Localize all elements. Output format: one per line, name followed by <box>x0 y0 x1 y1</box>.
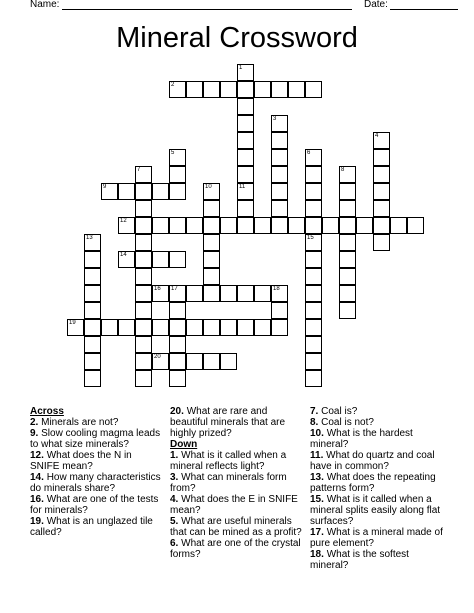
clue-number: 17 <box>171 286 178 292</box>
grid-cell[interactable] <box>237 166 254 183</box>
grid-cell[interactable] <box>339 302 356 319</box>
grid-cell[interactable] <box>84 234 101 251</box>
grid-cell[interactable] <box>339 183 356 200</box>
clue-item <box>310 406 450 417</box>
grid-cell[interactable] <box>339 166 356 183</box>
grid-cell[interactable] <box>84 302 101 319</box>
grid-cell[interactable] <box>220 353 237 370</box>
grid-cell[interactable] <box>84 370 101 387</box>
down-list <box>170 450 302 560</box>
grid-cell[interactable] <box>254 217 271 234</box>
grid-cell[interactable] <box>305 251 322 268</box>
clue-number: 19 <box>69 320 76 326</box>
clue-number: 1. <box>170 450 182 461</box>
clue-item <box>310 472 450 494</box>
grid-cell[interactable] <box>305 268 322 285</box>
grid-cell[interactable] <box>84 268 101 285</box>
clue-text: What are useful minerals that can be mined as a profit? <box>170 516 302 538</box>
grid-cell[interactable] <box>135 234 152 251</box>
clue-number: 18 <box>273 286 280 292</box>
grid-cell[interactable] <box>169 149 186 166</box>
grid-cell[interactable] <box>169 302 186 319</box>
down-column <box>310 406 450 571</box>
clue-number: 6. <box>170 538 182 549</box>
grid-cell[interactable] <box>271 81 288 98</box>
grid-cell[interactable] <box>169 81 186 98</box>
clue-number: 11 <box>239 184 246 190</box>
clue-number: 8. <box>310 417 322 428</box>
clue-number: 12 <box>120 218 127 224</box>
clue-number: 15. <box>310 494 327 505</box>
clue-number: 13. <box>310 472 327 483</box>
clue-text: What is it called when a mineral splits easily along flat surfaces? <box>310 494 441 527</box>
grid-cell[interactable] <box>169 251 186 268</box>
grid-cell[interactable] <box>135 217 152 234</box>
clue-number: 9. <box>30 428 42 439</box>
down-list-continued <box>310 406 450 571</box>
clue-text: What is an unglazed tile called? <box>30 516 153 538</box>
grid-cell[interactable] <box>135 251 152 268</box>
grid-cell[interactable] <box>186 353 203 370</box>
grid-cell[interactable] <box>237 149 254 166</box>
clue-number: 12. <box>30 450 47 461</box>
grid-cell[interactable] <box>135 166 152 183</box>
grid-cell[interactable] <box>203 251 220 268</box>
grid-cell[interactable] <box>203 319 220 336</box>
grid-cell[interactable] <box>135 319 152 336</box>
grid-cell[interactable] <box>271 319 288 336</box>
grid-cell[interactable] <box>305 166 322 183</box>
grid-cell[interactable] <box>237 132 254 149</box>
grid-cell[interactable] <box>237 81 254 98</box>
grid-cell[interactable] <box>152 319 169 336</box>
grid-cell[interactable] <box>135 200 152 217</box>
clue-number: 9 <box>103 184 107 190</box>
clue-item <box>30 472 162 494</box>
clue-text: What are one of the crystal forms? <box>170 538 301 560</box>
down-heading: Down <box>170 439 198 450</box>
grid-cell[interactable] <box>203 200 220 217</box>
clue-number: 5. <box>170 516 182 527</box>
grid-cell[interactable] <box>220 81 237 98</box>
clue-item <box>170 494 302 516</box>
grid-cell[interactable] <box>373 183 390 200</box>
grid-cell[interactable] <box>271 166 288 183</box>
grid-cell[interactable] <box>373 149 390 166</box>
clue-item <box>310 450 450 472</box>
clue-item <box>310 549 450 571</box>
clue-text: What do quartz and coal have in common? <box>310 450 435 472</box>
clue-number: 20 <box>154 354 161 360</box>
grid-cell[interactable] <box>152 353 169 370</box>
across-down-column <box>170 406 302 560</box>
grid-cell[interactable] <box>271 285 288 302</box>
grid-cell[interactable] <box>84 319 101 336</box>
clue-number: 18. <box>310 549 327 560</box>
grid-cell[interactable] <box>322 217 339 234</box>
grid-cell[interactable] <box>305 336 322 353</box>
grid-cell[interactable] <box>339 285 356 302</box>
clue-text: What are rare and beautiful minerals that are highly prized? <box>170 406 286 439</box>
grid-cell[interactable] <box>339 200 356 217</box>
grid-cell[interactable] <box>84 285 101 302</box>
grid-cell[interactable] <box>203 353 220 370</box>
grid-cell[interactable] <box>305 149 322 166</box>
grid-cell[interactable] <box>203 268 220 285</box>
grid-cell[interactable] <box>118 319 135 336</box>
grid-cell[interactable] <box>237 285 254 302</box>
grid-cell[interactable] <box>271 217 288 234</box>
grid-cell[interactable] <box>169 353 186 370</box>
grid-cell[interactable] <box>118 183 135 200</box>
grid-cell[interactable] <box>169 285 186 302</box>
clue-item <box>310 494 450 527</box>
clue-text: What does the repeating patterns form? <box>310 472 436 494</box>
clue-text: What is it called when a mineral reflects light? <box>170 450 287 472</box>
grid-cell[interactable] <box>305 200 322 217</box>
clue-item <box>170 472 302 494</box>
grid-cell[interactable] <box>271 183 288 200</box>
grid-cell[interactable] <box>305 353 322 370</box>
grid-cell[interactable] <box>135 353 152 370</box>
grid-cell[interactable] <box>101 183 118 200</box>
grid-cell[interactable] <box>152 251 169 268</box>
grid-cell[interactable] <box>373 234 390 251</box>
clue-text: What can minerals form from? <box>170 472 287 494</box>
grid-cell[interactable] <box>373 132 390 149</box>
clue-item <box>310 527 450 549</box>
grid-cell[interactable] <box>152 285 169 302</box>
grid-cell[interactable] <box>203 217 220 234</box>
grid-cell[interactable] <box>135 336 152 353</box>
clue-text: What is the hardest mineral? <box>310 428 413 450</box>
grid-cell[interactable] <box>305 81 322 98</box>
grid-cell[interactable] <box>169 336 186 353</box>
across-heading: Across <box>30 406 64 417</box>
grid-cell[interactable] <box>203 183 220 200</box>
grid-cell[interactable] <box>135 285 152 302</box>
clue-number: 10 <box>205 184 212 190</box>
grid-cell[interactable] <box>288 217 305 234</box>
clue-number: 10. <box>310 428 327 439</box>
grid-cell[interactable] <box>186 81 203 98</box>
grid-cell[interactable] <box>271 115 288 132</box>
clue-text: What does the E in SNIFE mean? <box>170 494 298 516</box>
clue-text: What does the N in SNIFE mean? <box>30 450 132 472</box>
grid-cell[interactable] <box>203 81 220 98</box>
clue-number: 16. <box>30 494 47 505</box>
clue-item <box>30 494 162 516</box>
grid-cell[interactable] <box>152 217 169 234</box>
clue-text: Coal is? <box>321 406 358 417</box>
grid-cell[interactable] <box>271 200 288 217</box>
grid-cell[interactable] <box>169 166 186 183</box>
grid-cell[interactable] <box>169 370 186 387</box>
clue-text: Coal is not? <box>321 417 374 428</box>
grid-cell[interactable] <box>339 251 356 268</box>
clue-text: What is a mineral made of pure element? <box>310 527 443 549</box>
clue-text: What is the softest mineral? <box>310 549 409 571</box>
clue-item <box>170 450 302 472</box>
clue-number: 7. <box>310 406 322 417</box>
clue-number: 8 <box>341 167 345 173</box>
grid-cell[interactable] <box>237 319 254 336</box>
grid-cell[interactable] <box>305 319 322 336</box>
clue-item <box>30 516 162 538</box>
clue-text: Minerals are not? <box>41 417 119 428</box>
grid-cell[interactable] <box>186 217 203 234</box>
grid-cell[interactable] <box>135 302 152 319</box>
grid-cell[interactable] <box>407 217 424 234</box>
grid-cell[interactable] <box>237 98 254 115</box>
clue-item <box>170 516 302 538</box>
grid-cell[interactable] <box>169 319 186 336</box>
grid-cell[interactable] <box>135 268 152 285</box>
clue-number: 4. <box>170 494 182 505</box>
grid-cell[interactable] <box>254 285 271 302</box>
grid-cell[interactable] <box>339 268 356 285</box>
clue-number: 20. <box>170 406 187 417</box>
grid-cell[interactable] <box>237 217 254 234</box>
clue-number: 3. <box>170 472 182 483</box>
grid-cell[interactable] <box>339 234 356 251</box>
clue-number: 11. <box>310 450 327 461</box>
clue-number: 14 <box>120 252 127 258</box>
clue-number: 3 <box>273 116 277 122</box>
clue-item <box>310 417 450 428</box>
grid-cell[interactable] <box>305 183 322 200</box>
clue-number: 2 <box>171 82 175 88</box>
clue-number: 7 <box>137 167 141 173</box>
grid-cell[interactable] <box>271 302 288 319</box>
clue-number: 14. <box>30 472 47 483</box>
grid-cell[interactable] <box>254 81 271 98</box>
name-label: Name: <box>30 0 60 10</box>
grid-cell[interactable] <box>67 319 84 336</box>
grid-cell[interactable] <box>203 234 220 251</box>
grid-cell[interactable] <box>101 319 118 336</box>
grid-cell[interactable] <box>220 285 237 302</box>
clue-item <box>30 428 162 450</box>
clue-text: How many characteristics do minerals share? <box>30 472 161 494</box>
grid-cell[interactable] <box>373 166 390 183</box>
grid-cell[interactable] <box>254 319 271 336</box>
grid-cell[interactable] <box>305 370 322 387</box>
grid-cell[interactable] <box>237 200 254 217</box>
grid-cell[interactable] <box>186 319 203 336</box>
clue-item <box>30 450 162 472</box>
grid-cell[interactable] <box>305 234 322 251</box>
grid-cell[interactable] <box>305 285 322 302</box>
grid-cell[interactable] <box>220 319 237 336</box>
grid-cell[interactable] <box>118 251 135 268</box>
grid-cell[interactable] <box>169 217 186 234</box>
clue-number: 4 <box>375 133 379 139</box>
across-list-continued <box>170 406 302 439</box>
clue-item <box>170 538 302 560</box>
clue-number: 16 <box>154 286 161 292</box>
grid-cell[interactable] <box>237 115 254 132</box>
grid-cell[interactable] <box>152 183 169 200</box>
grid-cell[interactable] <box>356 217 373 234</box>
grid-cell[interactable] <box>220 217 237 234</box>
clue-number: 19. <box>30 516 47 527</box>
clue-number: 13 <box>86 235 93 241</box>
grid-cell[interactable] <box>288 81 305 98</box>
grid-cell[interactable] <box>271 132 288 149</box>
grid-cell[interactable] <box>84 336 101 353</box>
grid-cell[interactable] <box>237 183 254 200</box>
grid-cell[interactable] <box>373 200 390 217</box>
date-label: Date: <box>364 0 388 10</box>
grid-cell[interactable] <box>237 64 254 81</box>
grid-cell[interactable] <box>339 217 356 234</box>
clue-item <box>170 406 302 439</box>
page-title: Mineral Crossword <box>116 22 358 54</box>
clue-number: 17. <box>310 527 327 538</box>
grid-cell[interactable] <box>305 217 322 234</box>
grid-cell[interactable] <box>305 302 322 319</box>
grid-cell[interactable] <box>203 285 220 302</box>
grid-cell[interactable] <box>118 217 135 234</box>
clue-item <box>30 417 162 428</box>
grid-cell[interactable] <box>84 353 101 370</box>
clue-number: 2. <box>30 417 42 428</box>
clue-text: Slow cooling magma leads to what size minerals? <box>30 428 161 450</box>
clue-number: 5 <box>171 150 175 156</box>
grid-cell[interactable] <box>135 183 152 200</box>
clue-item <box>310 428 450 450</box>
grid-cell[interactable] <box>271 149 288 166</box>
clue-text: What are one of the tests for minerals? <box>30 494 159 516</box>
grid-cell[interactable] <box>373 217 390 234</box>
grid-cell[interactable] <box>84 251 101 268</box>
clue-number: 1 <box>239 65 243 71</box>
across-list <box>30 417 162 538</box>
clue-number: 15 <box>307 235 314 241</box>
grid-cell[interactable] <box>186 285 203 302</box>
grid-cell[interactable] <box>390 217 407 234</box>
grid-cell[interactable] <box>135 370 152 387</box>
grid-cell[interactable] <box>169 183 186 200</box>
clue-number: 6 <box>307 150 311 156</box>
across-column <box>30 406 162 538</box>
